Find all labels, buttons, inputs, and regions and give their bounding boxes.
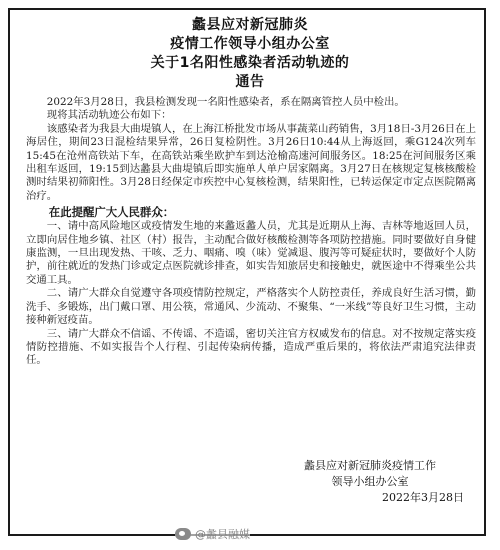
signature-org-2: 领导小组办公室 — [331, 475, 409, 488]
signature-block — [270, 458, 470, 506]
header-line-1: 蠡县应对新冠肺炎 — [192, 17, 308, 33]
watermark — [175, 525, 250, 543]
reminder-heading: 在此提醒广大人民群众： — [48, 205, 175, 220]
intro-subline: 现将其活动轨迹公布如下： — [46, 109, 172, 122]
signature-org-1: 蠡县应对新冠肺炎疫情工作 — [304, 459, 436, 472]
reminder-item-2: 二、请广大群众自觉遵守各项疫情防控规定，严格落实个人防控责任，养成良好生活习惯，勤洗手、多锻炼，出门戴口罩、用公筷，常通风、少流动、不聚集、“一米线”等良好卫生习惯，主动接种新冠疫苗。 — [26, 287, 476, 327]
document-body — [26, 96, 476, 368]
signature-date: 2022年3月28日 — [382, 491, 464, 504]
reminder-item-1: 一、请中高风险地区或疫情发生地的来蠡返蠡人员，尤其是近期从上海、吉林等地返回人员，立即向居住地乡镇、社区（村）报告，主动配合做好核酸检测等各项防控措施。同时要做好自身健康监测，一旦出现发热、干咳、乏力、咽痛、嗅（味）觉减退、腹泻等可疑症状时，要做好个人防护，前往就近的发热门诊或定点医院就诊排查，如实告知旅居史和接触史，就医途中不得乘坐公共交通工具。 — [26, 220, 476, 286]
document-header — [0, 16, 500, 92]
header-line-4: 通告 — [235, 74, 265, 90]
weibo-icon — [175, 528, 191, 540]
trajectory-paragraph: 该感染者为我县大曲堤镇人，在上海江桥批发市场从事蔬菜山药销售，3月18日-3月26日在上海居住，期间23日混检结果异常，26日复检阴性。3月26日10:44从上海返回，乘G124次列车15:45在沧州高铁站下车，在高铁站乘坐欧护车到达沧榆高速河间服务区。18:25在河间服务区乘出租车返回，19:15到达蠡县大曲堤镇后即实施单人单户居家隔离。3月27日在核规定复核核酸检测时结果初筛阳性。3月28日经保定市疾控中心复核检测，结果阳性，已转运保定市定点医院隔离治疗。 — [26, 122, 476, 202]
watermark-text: @蠡县融媒 — [195, 528, 250, 541]
header-line-3: 关于1名阳性感染者活动轨迹的 — [150, 55, 350, 71]
intro-paragraph: 2022年3月28日，我县检测发现一名阳性感染者，系在隔离管控人员中检出。 — [46, 96, 405, 108]
header-line-2: 疫情工作领导小组办公室 — [170, 36, 330, 52]
reminder-item-3: 三、请广大群众不信谣、不传谣、不造谣，密切关注官方权威发布的信息。对不按规定落实疫情防控措施、不如实报告个人行程、引起传染病传播，造成严重后果的，将依法严肃追究法律责任。 — [26, 327, 476, 367]
